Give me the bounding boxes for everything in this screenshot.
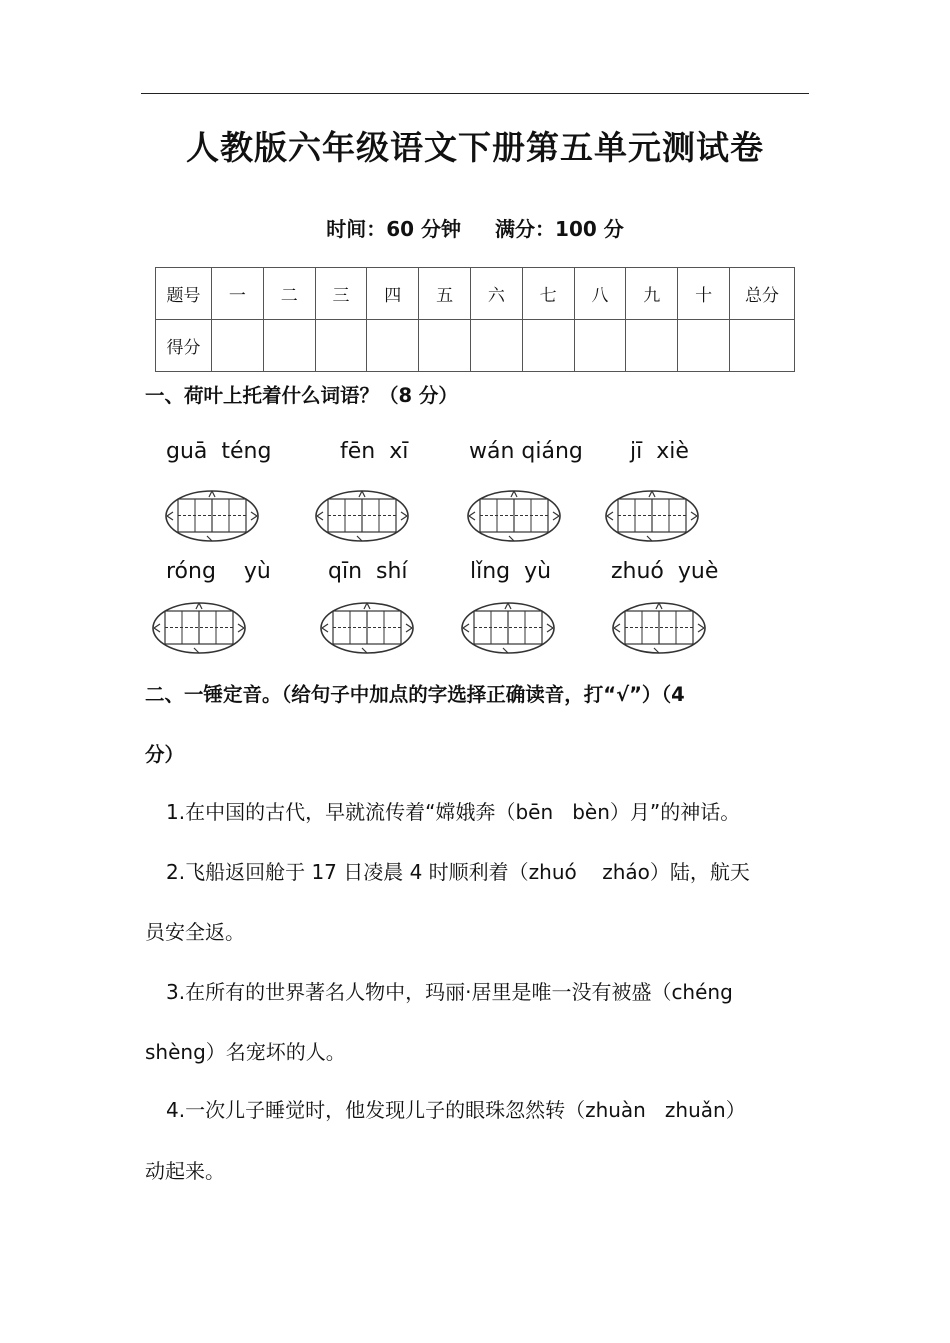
score-cell[interactable] (522, 320, 574, 372)
pinyin-8: zhuó yuè (611, 559, 719, 584)
section-2-heading: 二、一锤定音。（给句子中加点的字选择正确读音，打“√”）（4 (145, 683, 685, 706)
score-table (155, 267, 795, 372)
question-2: 2.飞船返回舱于 17 日凌晨 4 时顺利着（zhuó zháo）陆，航天 (166, 860, 750, 884)
pinyin-6: qīn shí (328, 559, 408, 584)
col-8: 八 (574, 268, 626, 320)
col-10: 十 (678, 268, 730, 320)
lotus-answer-box[interactable] (150, 600, 248, 656)
pinyin-7: lǐng yù (470, 559, 552, 584)
top-rule (141, 93, 809, 94)
score-table-header-row (156, 268, 795, 320)
col-6: 六 (470, 268, 522, 320)
score-cell[interactable] (574, 320, 626, 372)
lotus-answer-box[interactable] (318, 600, 416, 656)
lotus-answer-box[interactable] (459, 600, 557, 656)
col-4: 四 (367, 268, 419, 320)
pinyin-5: róng yù (166, 559, 271, 584)
question-4: 4.一次儿子睡觉时，他发现儿子的眼珠忽然转（zhuàn zhuǎn） (166, 1098, 746, 1122)
col-total: 总分 (730, 268, 795, 320)
question-3-cont: shèng）名宠坏的人。 (145, 1040, 346, 1064)
section-2-heading-cont: 分） (145, 743, 185, 766)
col-7: 七 (522, 268, 574, 320)
pinyin-4: jī xiè (630, 439, 689, 464)
lotus-answer-box[interactable] (163, 488, 261, 544)
lotus-answer-box[interactable] (313, 488, 411, 544)
lotus-answer-box[interactable] (603, 488, 701, 544)
pinyin-1: guā téng (166, 439, 272, 464)
lotus-answer-box[interactable] (610, 600, 708, 656)
question-1: 1.在中国的古代，早就流传着“嫦娥奔（bēn bèn）月”的神话。 (166, 800, 741, 824)
col-5: 五 (419, 268, 471, 320)
time-limit: 时间：60 分钟 (326, 217, 462, 241)
lotus-answer-box[interactable] (465, 488, 563, 544)
pinyin-2: fēn xī (340, 439, 409, 464)
col-3: 三 (315, 268, 367, 320)
header-label: 题号 (156, 268, 212, 320)
exam-meta (0, 213, 950, 242)
row-label: 得分 (156, 320, 212, 372)
score-cell[interactable] (212, 320, 264, 372)
page-title: 人教版六年级语文下册第五单元测试卷 (186, 128, 764, 167)
score-table-score-row (156, 320, 795, 372)
question-4-cont: 动起来。 (145, 1159, 225, 1183)
col-1: 一 (212, 268, 264, 320)
question-3: 3.在所有的世界著名人物中，玛丽·居里是唯一没有被盛（chéng (166, 980, 733, 1004)
section-1-heading: 一、荷叶上托着什么词语？（8 分） (145, 384, 458, 407)
score-cell[interactable] (470, 320, 522, 372)
score-cell[interactable] (419, 320, 471, 372)
score-cell[interactable] (367, 320, 419, 372)
score-cell[interactable] (315, 320, 367, 372)
score-cell[interactable] (678, 320, 730, 372)
pinyin-3: wán qiáng (469, 439, 583, 464)
col-9: 九 (626, 268, 678, 320)
score-cell[interactable] (730, 320, 795, 372)
score-cell[interactable] (626, 320, 678, 372)
full-score: 满分：100 分 (495, 217, 624, 241)
question-2-cont: 员安全返。 (145, 920, 245, 944)
col-2: 二 (263, 268, 315, 320)
score-cell[interactable] (263, 320, 315, 372)
